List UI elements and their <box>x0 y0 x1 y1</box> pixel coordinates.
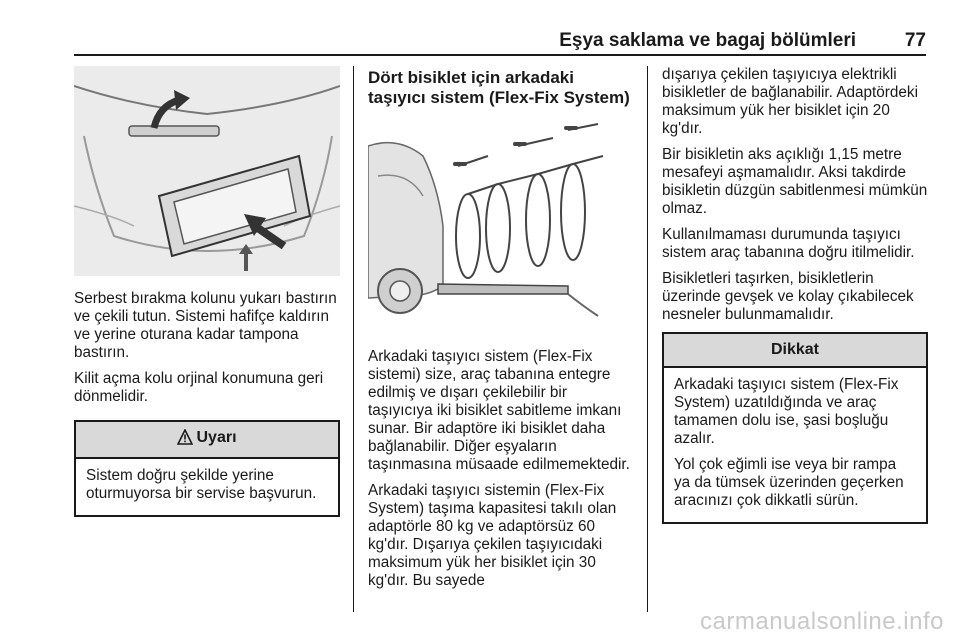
page-header <box>74 26 926 56</box>
column-1 <box>74 66 340 517</box>
warning-box <box>74 420 340 517</box>
warning-title: Uyarı <box>196 429 237 446</box>
paragraph: dışarıya çekilen taşıyıcıya elektrikli bisikletler de bağlanabilir. Adaptördeki maksimum yük her bisiklet için 20 kg'dır. <box>662 66 918 137</box>
tailgate-illustration <box>74 66 340 276</box>
caution-text: Arkadaki taşıyıcı sistem (Flex-Fix System) uzatıldığında ve araç tamamen dolu ise, şasi boşluğu azalır. <box>674 376 899 447</box>
warning-text: Sistem doğru şekilde yerine oturmuyorsa bir servise başvurun. <box>86 467 317 502</box>
paragraph: Serbest bırakma kolunu yukarı bastırın ve çekili tutun. Sistemi hafifçe kaldırın ve yerine oturana kadar tampona bastırın. <box>74 290 337 361</box>
warning-header <box>76 422 338 459</box>
caution-text: Yol çok eğimli ise veya bir rampa ya da tümsek üzerinden geçerken aracınızı çok dikkatli sürün. <box>674 456 904 509</box>
column-3 <box>662 66 928 524</box>
caution-box <box>662 332 928 524</box>
caution-header: Dikkat <box>664 334 926 368</box>
paragraph: Bir bisikletin aks açıklığı 1,15 metre mesafeyi aşmamalıdır. Aksi takdirde bisikletin düzgün sabitlenmesi mümkün olmaz. <box>662 146 928 217</box>
column-2 <box>368 66 634 598</box>
paragraph: Arkadaki taşıyıcı sistem (Flex-Fix sistemi) size, araç tabanına entegre edilmiş ve dışarı çekilebilir bir taşıyıcıya iki bisiklet sabitleme imkanı sunar. Bir adaptöre iki bisiklet daha bağlanabilir. Diğer eşyaların taşınmasına müsaade edilmemektedir. <box>368 348 630 473</box>
column-divider-2 <box>647 66 648 612</box>
paragraph: Arkadaki taşıyıcı sistemin (Flex-Fix System) taşıma kapasitesi takılı olan adaptörle 80 kg ve adaptörsüz 60 kg'dır. Dışarıya çekilen taşıyıcıdaki maksimum yük her bisiklet için 30 kg'dır. Bu sayede <box>368 482 617 589</box>
tailgate-carrier-drawing <box>74 66 340 276</box>
paragraph: Kullanılmaması durumunda taşıyıcı sistem araç tabanına doğru itilmelidir. <box>662 226 915 261</box>
section-heading: Dört bisiklet için arkadaki taşıyıcı sistem (Flex-Fix System) <box>368 68 630 107</box>
page-title: Eşya saklama ve bagaj bölümleri <box>559 30 856 51</box>
bike-carrier-illustration <box>368 116 634 330</box>
column-divider-1 <box>353 66 354 612</box>
watermark: carmanualsonline.info <box>700 608 944 635</box>
page-number: 77 <box>904 30 926 51</box>
warning-icon <box>177 429 193 450</box>
paragraph: Kilit açma kolu orjinal konumuna geri dönmelidir. <box>74 370 324 405</box>
four-bikes-drawing <box>368 116 634 330</box>
paragraph: Bisikletleri taşırken, bisikletlerin üzerinde gevşek ve kolay çıkabilecek nesneler bulunmamalıdır. <box>662 270 914 323</box>
